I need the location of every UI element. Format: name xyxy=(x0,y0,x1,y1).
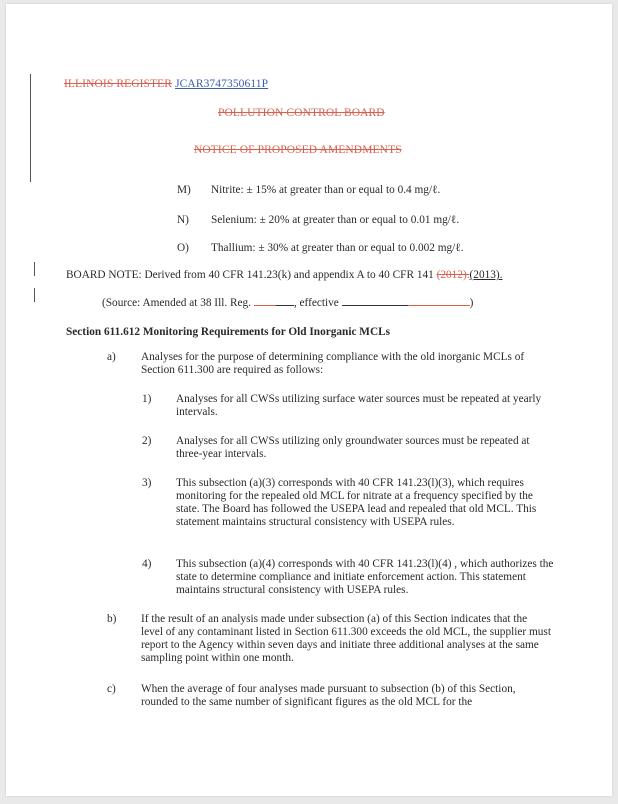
revision-bar xyxy=(30,74,31,182)
sub-item-label: 1) xyxy=(142,393,152,405)
source-prefix: (Source: Amended at 38 Ill. Reg. xyxy=(102,297,252,309)
board-title: POLLUTION CONTROL BOARD xyxy=(218,107,385,119)
item-text: Thallium: ± 30% at greater than or equal to 0.002 mg/ℓ. xyxy=(211,242,464,254)
effective-blank-struck xyxy=(408,296,470,306)
sub-item-text: Analyses for all CWSs utilizing surface water sources must be repeated at yearly intervals. xyxy=(176,393,542,418)
section-heading: Section 611.612 Monitoring Requirements for Old Inorganic MCLs xyxy=(66,326,391,338)
notice-title: NOTICE OF PROPOSED AMENDMENTS xyxy=(194,144,402,156)
source-close: ) xyxy=(469,297,474,309)
register-strike: ILLINOIS REGISTER xyxy=(64,78,173,90)
subsection-label: b) xyxy=(107,613,117,625)
register-header xyxy=(64,78,268,90)
board-note-inserted: (2013). xyxy=(469,269,503,281)
board-note-text: BOARD NOTE: Derived from 40 CFR 141.23(k) and appendix A to 40 CFR 141 xyxy=(66,269,437,281)
source-line xyxy=(102,296,473,309)
item-text: Nitrite: ± 15% at greater than or equal to 0.4 mg/ℓ. xyxy=(211,184,441,196)
sub-item-label: 4) xyxy=(142,558,152,570)
subsection-text: When the average of four analyses made pursuant to subsection (b) of this Section, rounded to the same number of significant figures as the old MCL for the xyxy=(141,683,516,708)
item-label: O) xyxy=(177,242,189,254)
subsection-label: a) xyxy=(107,351,116,363)
item-label: N) xyxy=(177,214,189,226)
subsection-text: If the result of an analysis made under subsection (a) of this Section indicates that the level of any contaminant listed in Section 611.300 exceeds the old MCL, the supplier must report to the Agency within seven days and initiate three additional analyses at the same sampling point within one month. xyxy=(141,613,551,664)
source-effective: , effective xyxy=(293,297,339,309)
effective-blank xyxy=(342,296,408,306)
subsection-text: Analyses for the purpose of determining compliance with the old inorganic MCLs of Section 611.300 are required as follows: xyxy=(141,351,525,376)
sub-item-text: This subsection (a)(3) corresponds with 40 CFR 141.23(l)(3), which requires monitoring for the repealed old MCL for nitrate at a frequency specified by the state. The Board has followed the USEPA lead and repealed that old MCL. This statement maintains structural consistency with USEPA rules. xyxy=(176,477,537,528)
document-page xyxy=(6,4,612,796)
subsection-label: c) xyxy=(107,683,116,695)
source-blank-struck xyxy=(254,296,276,306)
sub-item-label: 3) xyxy=(142,477,152,489)
register-id: JCAR3747350611P xyxy=(175,78,269,90)
sub-item-text: Analyses for all CWSs utilizing only groundwater sources must be repeated at three-year intervals. xyxy=(176,435,530,460)
revision-bar xyxy=(34,288,35,302)
board-note xyxy=(66,269,503,281)
sub-item-label: 2) xyxy=(142,435,152,447)
source-blank xyxy=(276,296,294,306)
board-note-struck: (2012). xyxy=(436,269,470,281)
sub-item-text: This subsection (a)(4) corresponds with 40 CFR 141.23(l)(4) , which authorizes the state to determine compliance and initiate enforcement action. This statement maintains structural consistency with USEPA rules. xyxy=(176,558,554,596)
item-label: M) xyxy=(177,184,191,196)
revision-bar xyxy=(34,262,35,276)
item-text: Selenium: ± 20% at greater than or equal to 0.01 mg/ℓ. xyxy=(211,214,460,226)
